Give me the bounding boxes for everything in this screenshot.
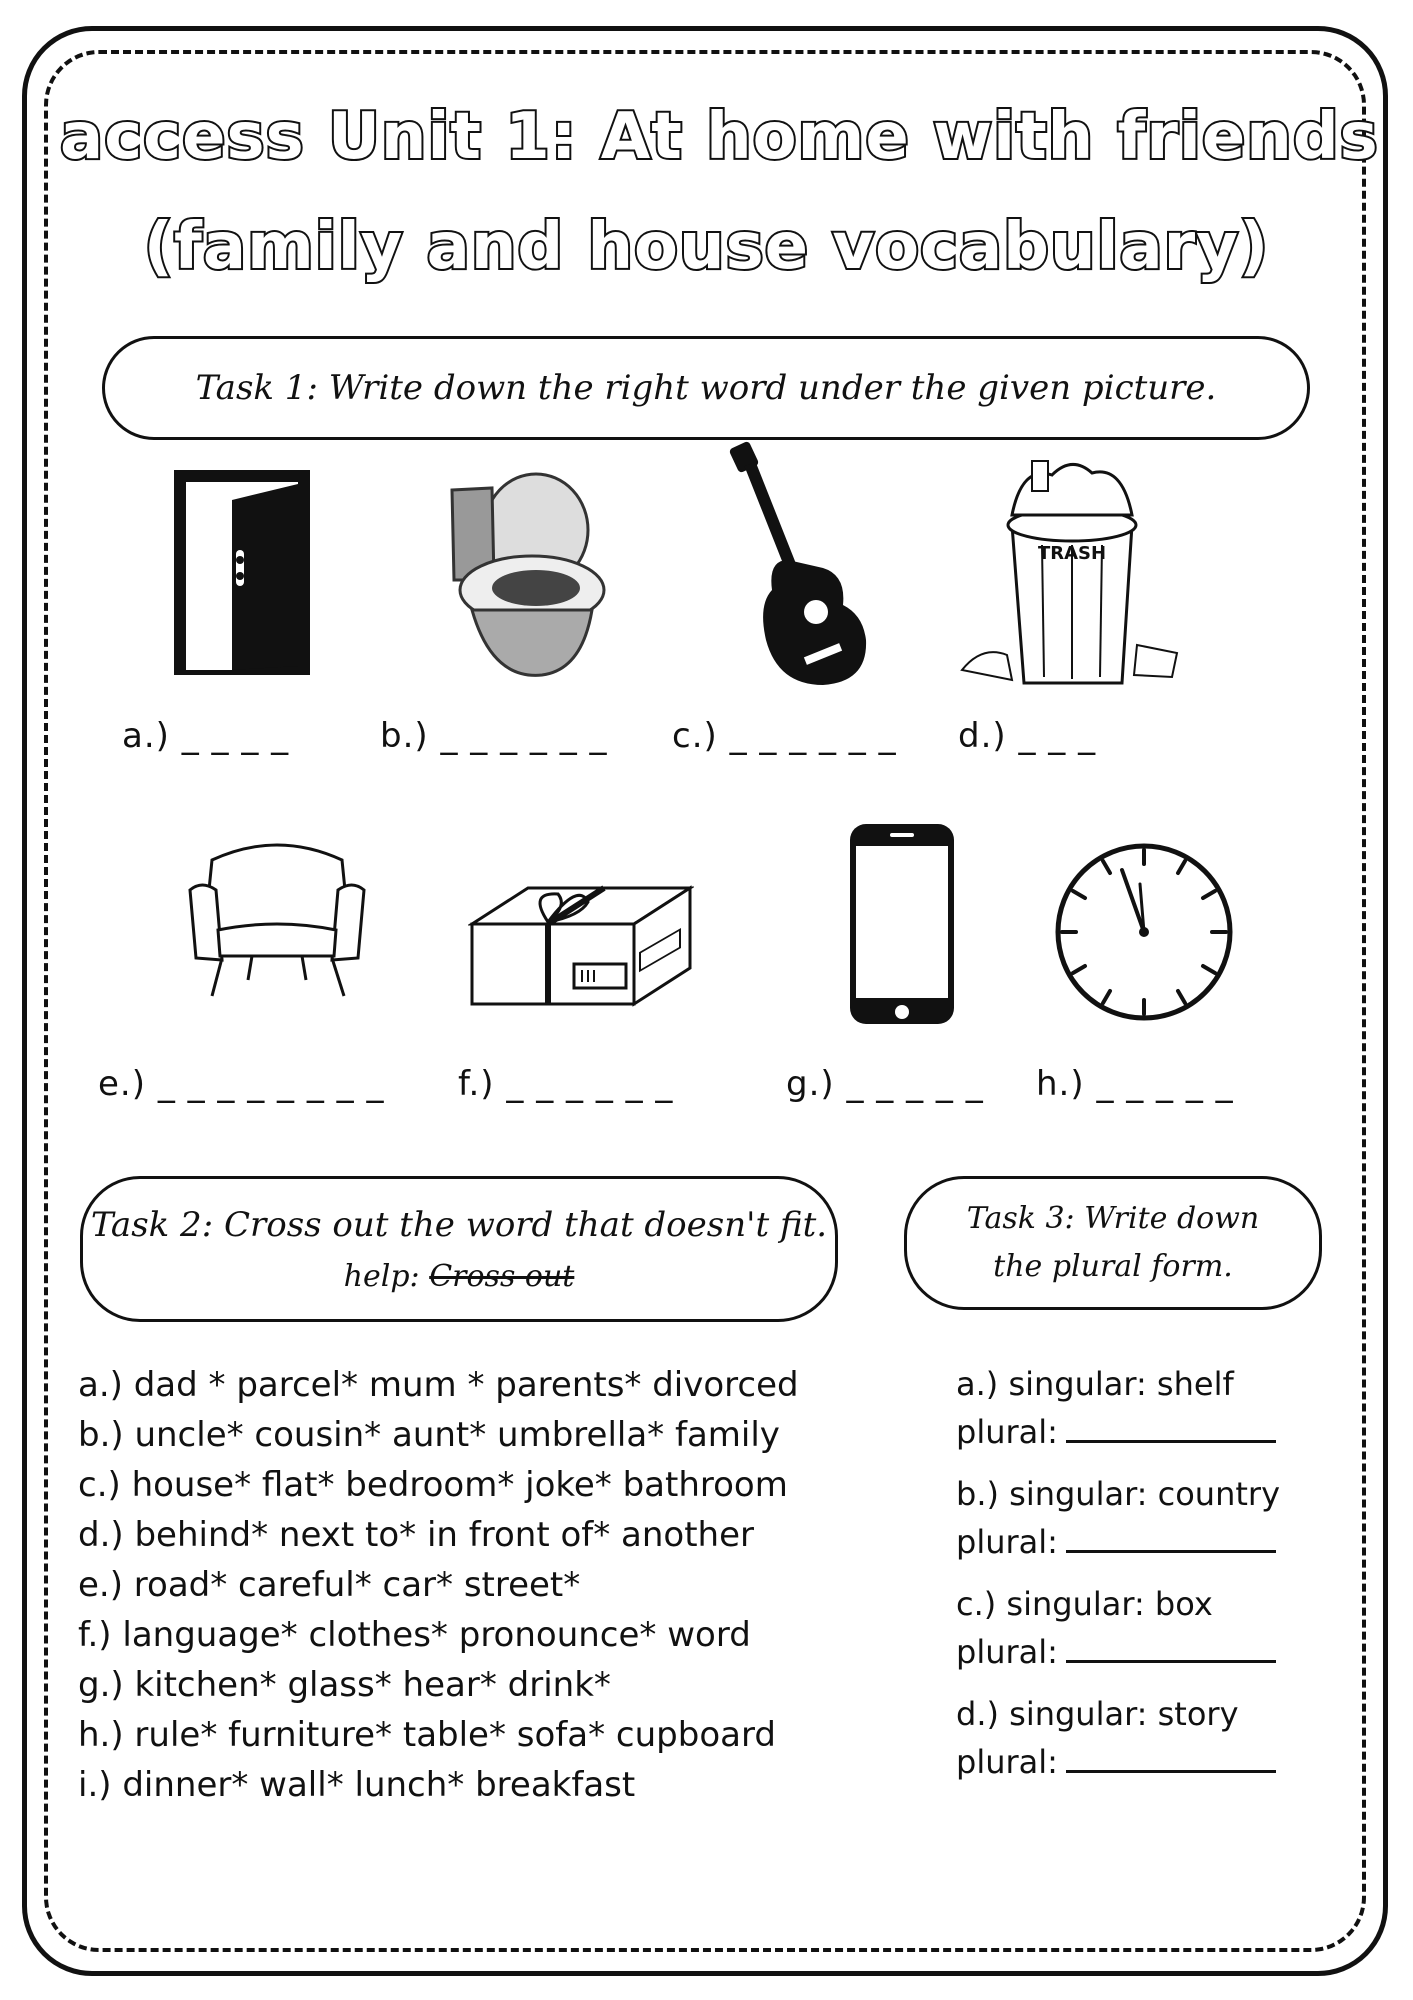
- task3-singular: d.) singular: story: [956, 1695, 1239, 1733]
- worksheet-subtitle: (family and house vocabulary): [143, 210, 1270, 284]
- task2-item-b[interactable]: b.) uncle* cousin* aunt* umbrella* family: [78, 1415, 780, 1455]
- guitar-icon: [728, 440, 878, 695]
- parcel-icon: [468, 872, 694, 1008]
- task2-item-e[interactable]: e.) road* careful* car* street*: [78, 1565, 581, 1605]
- task3-plural-blank[interactable]: [1066, 1522, 1276, 1553]
- task1-answer-e[interactable]: e.) _ _ _ _ _ _ _ _: [98, 1064, 385, 1104]
- task1-answer-g[interactable]: g.) _ _ _ _ _: [786, 1064, 984, 1104]
- task2-item-a[interactable]: a.) dad * parcel* mum * parents* divorced: [78, 1365, 799, 1405]
- armchair-icon: [182, 830, 372, 1000]
- task2-item-g[interactable]: g.) kitchen* glass* hear* drink*: [78, 1665, 611, 1705]
- task2-help: help: Cross out: [343, 1258, 575, 1294]
- task3-singular: c.) singular: box: [956, 1585, 1213, 1623]
- task2-instruction-box: [80, 1176, 838, 1322]
- task2-help-example: Cross out: [429, 1258, 575, 1294]
- task2-word-list: [78, 1360, 799, 1810]
- task3-instruction-line1: Task 3: Write down: [966, 1201, 1260, 1236]
- task2-item-i[interactable]: i.) dinner* wall* lunch* breakfast: [78, 1765, 636, 1805]
- task3-plural-blank[interactable]: [1066, 1742, 1276, 1773]
- task3-item-d: [956, 1690, 1280, 1786]
- task3-instruction-box: [904, 1176, 1322, 1310]
- task1-answer-d[interactable]: d.) _ _ _: [958, 716, 1097, 756]
- task3-plural-row[interactable]: plural:: [956, 1738, 1280, 1786]
- worksheet-title: access Unit 1: At home with friends: [60, 100, 1379, 174]
- task1-answer-c[interactable]: c.) _ _ _ _ _ _: [672, 716, 897, 756]
- task3-singular: b.) singular: country: [956, 1475, 1280, 1513]
- task3-item-c: [956, 1580, 1280, 1676]
- trash-bin-icon: [952, 455, 1182, 690]
- task2-item-f[interactable]: f.) language* clothes* pronounce* word: [78, 1615, 751, 1655]
- task2-instruction: Task 2: Cross out the word that doesn't fit.: [90, 1204, 828, 1245]
- task3-singular: a.) singular: shelf: [956, 1365, 1234, 1403]
- task1-answer-b[interactable]: b.) _ _ _ _ _ _: [380, 716, 608, 756]
- task1-answer-a[interactable]: a.) _ _ _ _: [122, 716, 290, 756]
- task3-item-a: [956, 1360, 1280, 1456]
- toilet-icon: [432, 470, 612, 685]
- task3-instruction-line2: the plural form.: [993, 1249, 1233, 1284]
- task2-item-h[interactable]: h.) rule* furniture* table* sofa* cupboard: [78, 1715, 776, 1755]
- task1-instruction-box: [102, 336, 1310, 440]
- task3-plural-blank[interactable]: [1066, 1632, 1276, 1663]
- task3-plural-row[interactable]: plural:: [956, 1518, 1280, 1566]
- task3-plural-blank[interactable]: [1066, 1412, 1276, 1443]
- door-icon: [172, 470, 312, 675]
- task3-item-b: [956, 1470, 1280, 1566]
- task3-plural-row[interactable]: plural:: [956, 1408, 1280, 1456]
- trash-bin-label: TRASH: [1037, 543, 1107, 564]
- task3-plural-row[interactable]: plural:: [956, 1628, 1280, 1676]
- task1-answer-h[interactable]: h.) _ _ _ _ _: [1036, 1064, 1234, 1104]
- task1-instruction: Task 1: Write down the right word under the given picture.: [195, 368, 1217, 408]
- clock-icon: [1052, 840, 1236, 1024]
- task2-item-c[interactable]: c.) house* flat* bedroom* joke* bathroom: [78, 1465, 788, 1505]
- task2-item-d[interactable]: d.) behind* next to* in front of* another: [78, 1515, 754, 1555]
- smartphone-icon: [848, 822, 956, 1026]
- task1-answer-f[interactable]: f.) _ _ _ _ _ _: [458, 1064, 674, 1104]
- task3-list: [956, 1360, 1280, 1800]
